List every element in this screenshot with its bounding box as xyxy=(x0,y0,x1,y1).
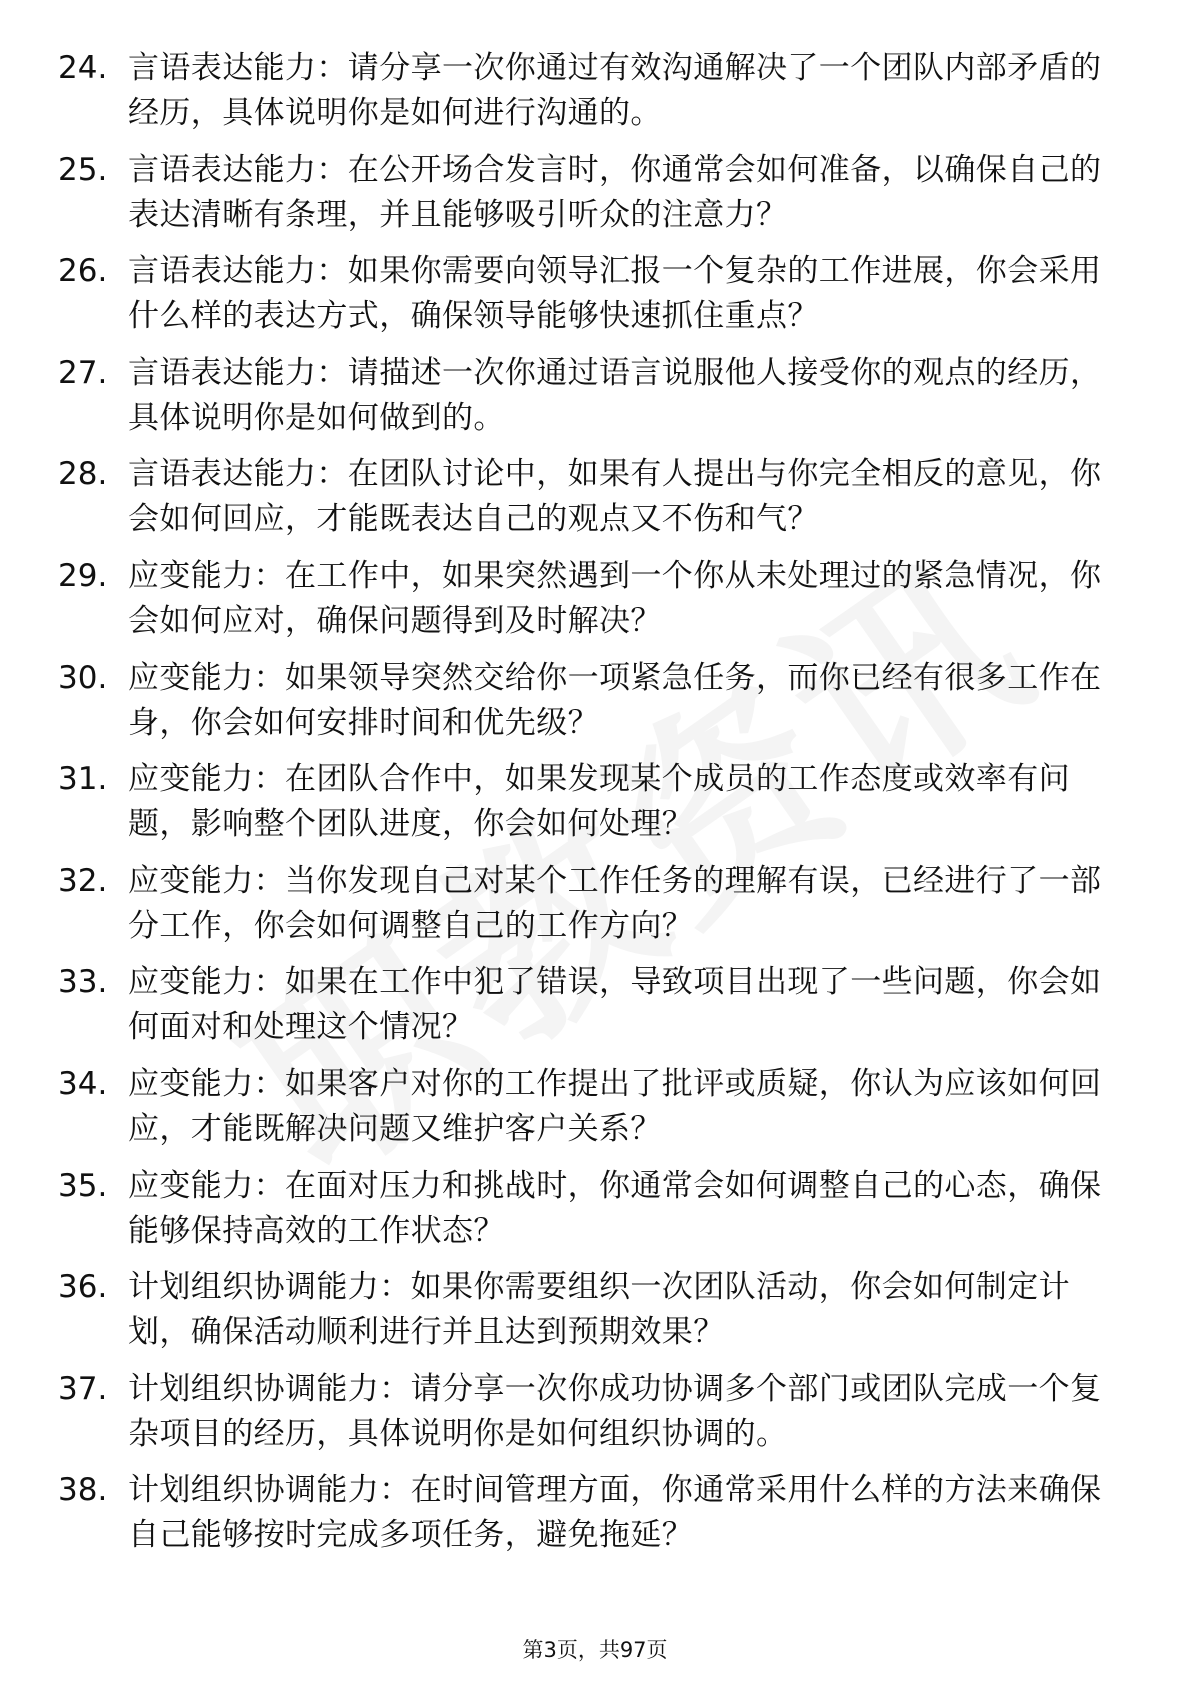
question-number: 25. xyxy=(58,151,108,188)
question-text: 应变能力：当你发现自己对某个工作任务的理解有误，已经进行了一部分工作，你会如何调整自己的工作方向？ xyxy=(128,862,1102,944)
question-text: 计划组织协调能力：如果你需要组织一次团队活动，你会如何制定计划，确保活动顺利进行并且达到预期效果？ xyxy=(128,1269,1070,1351)
question-number: 38. xyxy=(58,1472,108,1509)
question-text: 应变能力：在工作中，如果突然遇到一个你从未处理过的紧急情况，你会如何应对，确保问题得到及时解决？ xyxy=(128,557,1102,639)
question-text: 言语表达能力：请描述一次你通过语言说服他人接受你的观点的经历，具体说明你是如何做到的。 xyxy=(128,354,1102,436)
page-footer: 第3页，共97页 xyxy=(522,1638,668,1662)
list-item xyxy=(58,148,1128,250)
question-number: 30. xyxy=(58,659,108,696)
question-number: 26. xyxy=(58,253,108,290)
question-number: 31. xyxy=(58,761,108,798)
question-number: 35. xyxy=(58,1167,108,1204)
list-item xyxy=(58,960,1128,1062)
question-text: 应变能力：在团队合作中，如果发现某个成员的工作态度或效率有问题，影响整个团队进度，你会如何处理？ xyxy=(128,761,1070,843)
list-item xyxy=(58,1062,1128,1164)
question-number: 37. xyxy=(58,1370,108,1407)
question-text: 言语表达能力：在公开场合发言时，你通常会如何准备，以确保自己的表达清晰有条理，并且能够吸引听众的注意力？ xyxy=(128,151,1102,233)
list-item xyxy=(58,452,1128,554)
question-text: 应变能力：在面对压力和挑战时，你通常会如何调整自己的心态，确保能够保持高效的工作状态？ xyxy=(128,1167,1102,1249)
question-text: 计划组织协调能力：在时间管理方面，你通常采用什么样的方法来确保自己能够按时完成多项任务，避免拖延？ xyxy=(128,1472,1102,1554)
list-item xyxy=(58,1265,1128,1367)
question-number: 36. xyxy=(58,1269,108,1306)
question-number: 24. xyxy=(58,50,108,86)
list-item xyxy=(58,249,1128,351)
question-number: 27. xyxy=(58,354,108,391)
question-text: 应变能力：如果领导突然交给你一项紧急任务，而你已经有很多工作在身，你会如何安排时间和优先级？ xyxy=(128,659,1102,741)
question-text: 计划组织协调能力：请分享一次你成功协调多个部门或团队完成一个复杂项目的经历，具体说明你是如何组织协调的。 xyxy=(128,1370,1102,1452)
question-number: 29. xyxy=(58,557,108,594)
list-item xyxy=(58,1164,1128,1266)
question-number: 28. xyxy=(58,456,108,493)
question-text: 应变能力：如果客户对你的工作提出了批评或质疑，你认为应该如何回应，才能既解决问题又维护客户关系？ xyxy=(128,1065,1102,1147)
question-text: 言语表达能力：如果你需要向领导汇报一个复杂的工作进展，你会采用什么样的表达方式，确保领导能够快速抓住重点？ xyxy=(128,253,1102,335)
list-item xyxy=(58,46,1128,148)
question-number: 33. xyxy=(58,964,108,1001)
question-number: 32. xyxy=(58,862,108,899)
question-text: 言语表达能力：请分享一次你通过有效沟通解决了一个团队内部矛盾的经历，具体说明你是如何进行沟通的。 xyxy=(128,50,1102,131)
question-text: 言语表达能力：在团队讨论中，如果有人提出与你完全相反的意见，你会如何回应，才能既表达自己的观点又不伤和气？ xyxy=(128,456,1102,538)
list-item xyxy=(58,554,1128,656)
list-item xyxy=(58,656,1128,758)
list-item xyxy=(58,757,1128,859)
question-text: 应变能力：如果在工作中犯了错误，导致项目出现了一些问题，你会如何面对和处理这个情况？ xyxy=(128,964,1102,1046)
list-item xyxy=(58,859,1128,961)
question-number: 34. xyxy=(58,1065,108,1102)
question-list xyxy=(58,46,1128,1570)
list-item xyxy=(58,351,1128,453)
list-item xyxy=(58,1468,1128,1570)
list-item xyxy=(58,1367,1128,1469)
